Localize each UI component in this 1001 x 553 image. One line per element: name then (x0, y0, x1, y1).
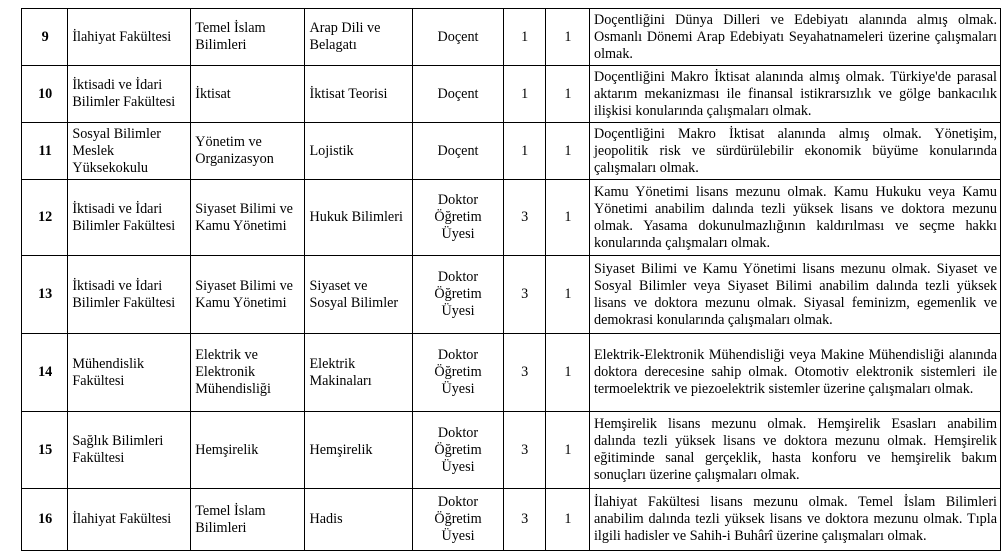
field-cell: Elektrik Makinaları (305, 334, 412, 412)
department-cell: Siyaset Bilimi ve Kamu Yönetimi (191, 180, 305, 256)
position-count-cell: 1 (503, 123, 545, 180)
faculty-cell: Mühendislik Fakültesi (68, 334, 191, 412)
requirements-cell: Elektrik-Elektronik Mühendisliği veya Makine Mühendisliği alanında doktora derecesine sahip olmak. Otomotiv elektronik sistemleri ile termoelektrik ve piezoelektrik sistemler üzerine çalışmaları olmak. (589, 334, 1000, 412)
position-count-cell: 3 (503, 256, 545, 334)
department-cell: Temel İslam Bilimleri (191, 9, 305, 66)
department-cell: Elektrik ve Elektronik Mühendisliği (191, 334, 305, 412)
field-cell: Arap Dili ve Belagatı (305, 9, 412, 66)
professor-count-cell: 1 (545, 66, 589, 123)
position-count-cell: 3 (503, 412, 545, 489)
row-number: 14 (22, 334, 68, 412)
row-number: 15 (22, 412, 68, 489)
position-count-cell: 1 (503, 66, 545, 123)
row-number: 10 (22, 66, 68, 123)
position-count-cell: 3 (503, 334, 545, 412)
faculty-cell: Sosyal Bilimler Meslek Yüksekokulu (68, 123, 191, 180)
faculty-cell: İktisadi ve İdari Bilimler Fakültesi (68, 180, 191, 256)
positions-table (21, 8, 1001, 551)
title-cell: Doktor Öğretim Üyesi (412, 180, 503, 256)
professor-count-cell: 1 (545, 123, 589, 180)
department-cell: Siyaset Bilimi ve Kamu Yönetimi (191, 256, 305, 334)
row-number: 16 (22, 489, 68, 551)
requirements-cell: Doçentliğini Makro İktisat alanında almış olmak. Yönetişim, jeopolitik risk ve sürdürülebilir ekonomik büyüme konularında çalışmaları olmak. (589, 123, 1000, 180)
professor-count-cell: 1 (545, 489, 589, 551)
title-cell: Doçent (412, 9, 503, 66)
table-row (22, 9, 1001, 66)
field-cell: Hadis (305, 489, 412, 551)
requirements-cell: İlahiyat Fakültesi lisans mezunu olmak. Temel İslam Bilimleri anabilim dalında tezli yüksek lisans ve doktora mezunu olmak. Tıpla ilgili hadisler ve Sahih-i Buhârî üzerine çalışmaları olmak. (589, 489, 1000, 551)
requirements-cell: Doçentliğini Dünya Dilleri ve Edebiyatı alanında almış olmak. Osmanlı Dönemi Arap Edebiyatı Seyahatnameleri üzerine çalışmaları olmak. (589, 9, 1000, 66)
title-cell: Doktor Öğretim Üyesi (412, 256, 503, 334)
requirements-cell: Doçentliğini Makro İktisat alanında almış olmak. Türkiye'de parasal aktarım mekanizması ile finansal istikrarsızlık ve gölge bankacılık ilişkisi konularında çalışmaları olmak. (589, 66, 1000, 123)
row-number: 13 (22, 256, 68, 334)
title-cell: Doktor Öğretim Üyesi (412, 489, 503, 551)
department-cell: Yönetim ve Organizasyon (191, 123, 305, 180)
requirements-cell: Kamu Yönetimi lisans mezunu olmak. Kamu Hukuku veya Kamu Yönetimi anabilim dalında tezli yüksek lisans ve doktora mezunu olmak. Yasama dokunulmazlığının kaldırılması ve seçme hakkı konularında çalışmaları olmak. (589, 180, 1000, 256)
faculty-cell: Sağlık Bilimleri Fakültesi (68, 412, 191, 489)
row-number: 11 (22, 123, 68, 180)
table-row (22, 334, 1001, 412)
title-cell: Doçent (412, 123, 503, 180)
row-number: 9 (22, 9, 68, 66)
professor-count-cell: 1 (545, 334, 589, 412)
professor-count-cell: 1 (545, 412, 589, 489)
table-row (22, 256, 1001, 334)
department-cell: İktisat (191, 66, 305, 123)
professor-count-cell: 1 (545, 180, 589, 256)
position-count-cell: 3 (503, 180, 545, 256)
row-number: 12 (22, 180, 68, 256)
title-cell: Doktor Öğretim Üyesi (412, 412, 503, 489)
requirements-cell: Siyaset Bilimi ve Kamu Yönetimi lisans mezunu olmak. Siyaset ve Sosyal Bilimler veya Siyaset Bilimi anabilim dalında tezli yüksek lisans ve doktora mezunu olmak. Siyasal feminizm, egemenlik ve demokrasi konularında çalışmaları olmak. (589, 256, 1000, 334)
requirements-cell: Hemşirelik lisans mezunu olmak. Hemşirelik Esasları anabilim dalında tezli yüksek lisans ve doktora mezunu olmak. Hemşirelik eğitiminde sanal gerçeklik, hasta konforu ve hemşirelik bakım sonuçları üzerine çalışmaları olmak. (589, 412, 1000, 489)
position-count-cell: 3 (503, 489, 545, 551)
table-row (22, 180, 1001, 256)
department-cell: Hemşirelik (191, 412, 305, 489)
field-cell: Hemşirelik (305, 412, 412, 489)
faculty-cell: İlahiyat Fakültesi (68, 9, 191, 66)
faculty-cell: İktisadi ve İdari Bilimler Fakültesi (68, 66, 191, 123)
field-cell: Hukuk Bilimleri (305, 180, 412, 256)
table-row (22, 123, 1001, 180)
table-row (22, 412, 1001, 489)
title-cell: Doktor Öğretim Üyesi (412, 334, 503, 412)
professor-count-cell: 1 (545, 9, 589, 66)
table-row (22, 489, 1001, 551)
field-cell: Lojistik (305, 123, 412, 180)
department-cell: Temel İslam Bilimleri (191, 489, 305, 551)
field-cell: Siyaset ve Sosyal Bilimler (305, 256, 412, 334)
faculty-cell: İlahiyat Fakültesi (68, 489, 191, 551)
position-count-cell: 1 (503, 9, 545, 66)
professor-count-cell: 1 (545, 256, 589, 334)
title-cell: Doçent (412, 66, 503, 123)
table-row (22, 66, 1001, 123)
field-cell: İktisat Teorisi (305, 66, 412, 123)
faculty-cell: İktisadi ve İdari Bilimler Fakültesi (68, 256, 191, 334)
